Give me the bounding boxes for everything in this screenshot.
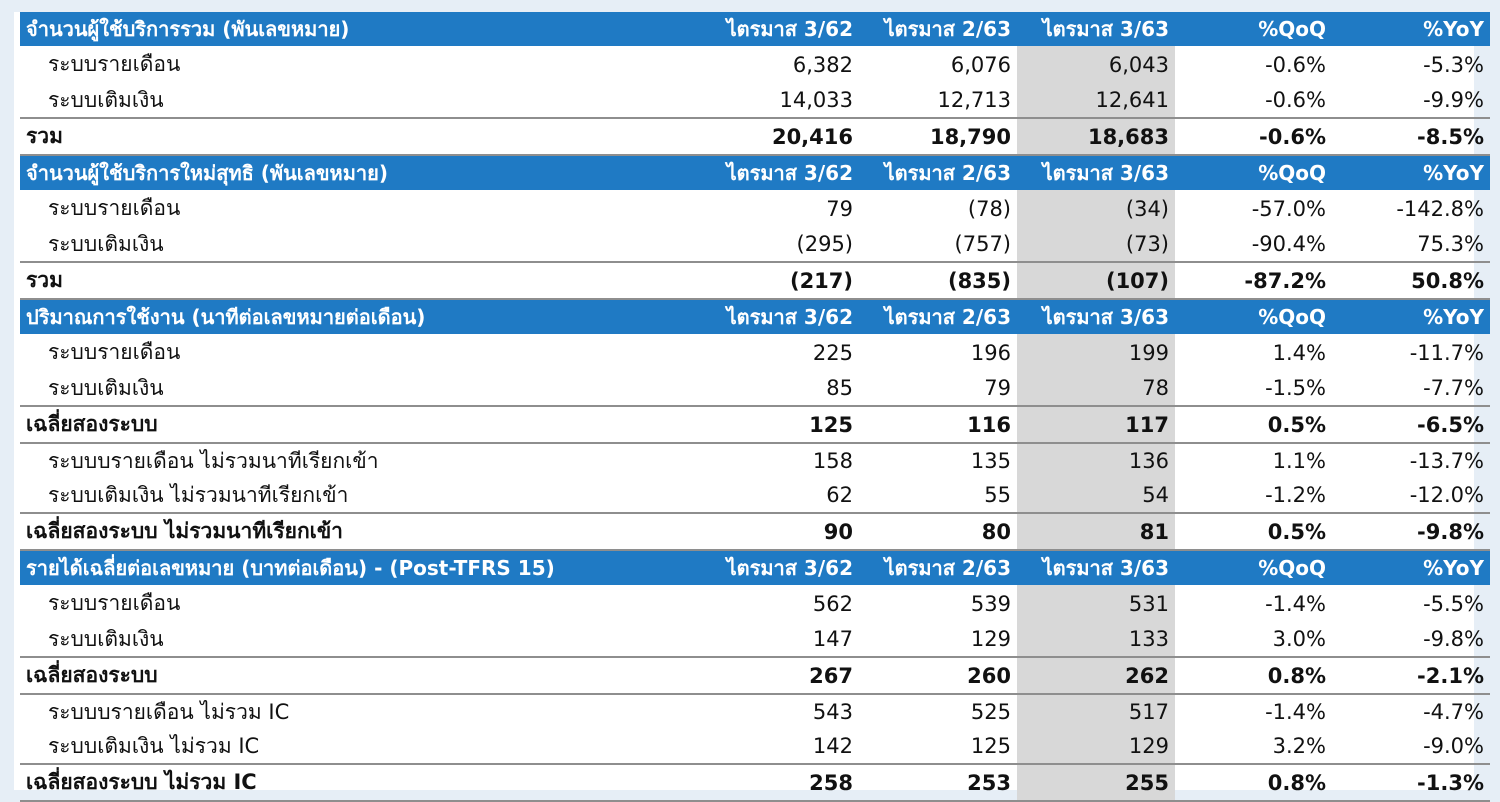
cell-value: 80 [859,513,1017,550]
cell-value: 18,790 [859,118,1017,155]
cell-value: 129 [970,627,1011,651]
column-header: ไตรมาส 3/62 [701,299,859,334]
row-label: ระบบเติมเงิน [48,626,164,651]
cell-value: -9.8% [1423,627,1484,651]
cell-value: 142 [812,734,853,758]
cell-value: -0.6% [1265,52,1326,77]
row-label: รวม [20,118,701,155]
row-label: ระบบรายเดือน [48,196,181,220]
row-label: รวม [20,262,701,299]
cell-value: -13.7% [1409,449,1484,473]
cell-value: (295) [796,232,853,256]
cell-value: -7.7% [1423,376,1484,400]
cell-value: -9.9% [1423,88,1484,112]
cell-value: 262 [1017,657,1175,694]
cell-value: 0.8% [1175,764,1332,801]
row-label: ระบบรายเดือน [48,340,181,364]
table-row [20,334,1490,371]
cell-value: 543 [812,700,853,724]
column-header: ไตรมาส 3/62 [701,155,859,190]
cell-value: -9.8% [1332,513,1490,550]
column-header: ไตรมาส 2/63 [859,299,1017,334]
cell-value: -5.5% [1423,591,1484,616]
table-row [20,443,1490,478]
row-label: เฉลี่ยสองระบบ ไม่รวมนาทีเรียกเข้า [20,513,701,550]
cell-value: 531 [1017,585,1175,622]
cell-value: 0.5% [1175,406,1332,443]
cell-value: 3.0% [1272,627,1326,651]
cell-value: -1.4% [1265,700,1326,724]
cell-value: 117 [1017,406,1175,443]
cell-value: (78) [967,196,1011,221]
table-row [20,227,1490,262]
cell-value: 6,043 [1017,46,1175,83]
table-row [20,371,1490,406]
section-title: ปริมาณการใช้งาน (นาทีต่อเลขหมายต่อเดือน) [20,299,701,334]
cell-value: 79 [984,376,1011,400]
column-header: ไตรมาส 3/63 [1017,155,1175,190]
cell-value: 517 [1017,694,1175,729]
cell-value: 258 [701,764,859,801]
cell-value: (73) [1017,227,1175,262]
cell-value: 20,416 [701,118,859,155]
column-header: ไตรมาส 3/63 [1017,550,1175,585]
cell-value: -4.7% [1423,700,1484,724]
column-header: %QoQ [1175,155,1332,190]
total-row [20,262,1490,299]
cell-value: 78 [1017,371,1175,406]
cell-value: -1.4% [1265,591,1326,616]
operating-statistics-sheet [14,12,1484,795]
cell-value: (217) [701,262,859,299]
cell-value: 0.5% [1175,513,1332,550]
cell-value: 3.2% [1272,734,1326,758]
column-header: %YoY [1332,299,1490,334]
row-label: ระบบเติมเงิน [48,87,164,112]
cell-value: -57.0% [1251,196,1326,221]
cell-value: 255 [1017,764,1175,801]
cell-value: 116 [859,406,1017,443]
cell-value: 12,641 [1017,83,1175,118]
cell-value: 62 [826,483,853,507]
statistics-table-body [20,12,1490,801]
cell-value: 50.8% [1332,262,1490,299]
cell-value: -11.7% [1409,340,1484,365]
cell-value: 90 [701,513,859,550]
row-label: ระบบเติมเงิน [48,375,164,400]
cell-value: 158 [812,449,853,473]
cell-value: -1.3% [1332,764,1490,801]
cell-value: 267 [701,657,859,694]
cell-value: -8.5% [1332,118,1490,155]
cell-value: 539 [970,591,1011,616]
cell-value: -142.8% [1396,196,1484,221]
total-row [20,657,1490,694]
total-row [20,513,1490,550]
cell-value: (107) [1017,262,1175,299]
cell-value: 562 [812,591,853,616]
statistics-table [20,12,1490,802]
row-label: ระบบรายเดือน [48,52,181,76]
column-header: ไตรมาส 3/62 [701,12,859,46]
table-row [20,622,1490,657]
column-header: %YoY [1332,12,1490,46]
table-row [20,729,1490,764]
row-label: ระบบเติมเงิน ไม่รวมนาทีเรียกเข้า [48,482,349,507]
section-title: รายได้เฉลี่ยต่อเลขหมาย (บาทต่อเดือน) - (Post-TFRS 15) [20,550,701,585]
column-header: %QoQ [1175,12,1332,46]
column-header: ไตรมาส 2/63 [859,155,1017,190]
row-label: เฉลี่ยสองระบบ [20,406,701,443]
cell-value: 125 [701,406,859,443]
cell-value: 0.8% [1175,657,1332,694]
cell-value: 525 [970,700,1011,724]
section-header [20,299,1490,334]
cell-value: 135 [970,449,1011,473]
cell-value: 6,076 [950,52,1011,77]
cell-value: 55 [984,483,1011,507]
cell-value: -0.6% [1265,88,1326,112]
cell-value: 14,033 [779,88,853,112]
section-header [20,550,1490,585]
total-row [20,406,1490,443]
cell-value: 54 [1017,478,1175,513]
row-label: เฉลี่ยสองระบบ ไม่รวม IC [20,764,701,801]
table-row [20,83,1490,118]
cell-value: 199 [1017,334,1175,371]
section-header [20,12,1490,46]
column-header: ไตรมาส 2/63 [859,12,1017,46]
cell-value: -1.2% [1265,483,1326,507]
cell-value: 12,713 [937,88,1011,112]
column-header: %YoY [1332,155,1490,190]
cell-value: -5.3% [1423,52,1484,77]
column-header: ไตรมาส 2/63 [859,550,1017,585]
cell-value: -87.2% [1175,262,1332,299]
row-label: ระบบเติมเงิน ไม่รวม IC [48,733,260,758]
cell-value: 136 [1017,443,1175,478]
cell-value: 125 [970,734,1011,758]
cell-value: 129 [1017,729,1175,764]
row-label: ระบบบรายเดือน ไม่รวมนาทีเรียกเข้า [48,448,379,473]
cell-value: 147 [812,627,853,651]
cell-value: 1.4% [1272,340,1326,365]
column-header: ไตรมาส 3/62 [701,550,859,585]
cell-value: 133 [1017,622,1175,657]
column-header: %YoY [1332,550,1490,585]
table-row [20,190,1490,227]
cell-value: 196 [970,340,1011,365]
row-label: ระบบบรายเดือน ไม่รวม IC [48,699,290,724]
table-row [20,478,1490,513]
cell-value: (835) [859,262,1017,299]
column-header: ไตรมาส 3/63 [1017,12,1175,46]
cell-value: 75.3% [1417,232,1484,256]
cell-value: -1.5% [1265,376,1326,400]
cell-value: 18,683 [1017,118,1175,155]
cell-value: -90.4% [1251,232,1326,256]
table-row [20,46,1490,83]
section-title: จำนวนผู้ใช้บริการใหม่สุทธิ (พันเลขหมาย) [20,155,701,190]
cell-value: 260 [859,657,1017,694]
cell-value: 81 [1017,513,1175,550]
cell-value: (34) [1017,190,1175,227]
cell-value: 6,382 [792,52,853,77]
table-row [20,585,1490,622]
cell-value: 85 [826,376,853,400]
table-row [20,694,1490,729]
cell-value: (757) [954,232,1011,256]
cell-value: 253 [859,764,1017,801]
cell-value: 79 [826,196,853,221]
row-label: ระบบเติมเงิน [48,231,164,256]
cell-value: 1.1% [1272,449,1326,473]
cell-value: 225 [812,340,853,365]
section-header [20,155,1490,190]
cell-value: -2.1% [1332,657,1490,694]
total-row [20,118,1490,155]
column-header: %QoQ [1175,299,1332,334]
cell-value: -0.6% [1175,118,1332,155]
row-label: เฉลี่ยสองระบบ [20,657,701,694]
cell-value: -9.0% [1423,734,1484,758]
row-label: ระบบรายเดือน [48,591,181,615]
cell-value: -6.5% [1332,406,1490,443]
column-header: %QoQ [1175,550,1332,585]
total-row [20,764,1490,801]
column-header: ไตรมาส 3/63 [1017,299,1175,334]
cell-value: -12.0% [1409,483,1484,507]
section-title: จำนวนผู้ใช้บริการรวม (พันเลขหมาย) [20,12,701,46]
